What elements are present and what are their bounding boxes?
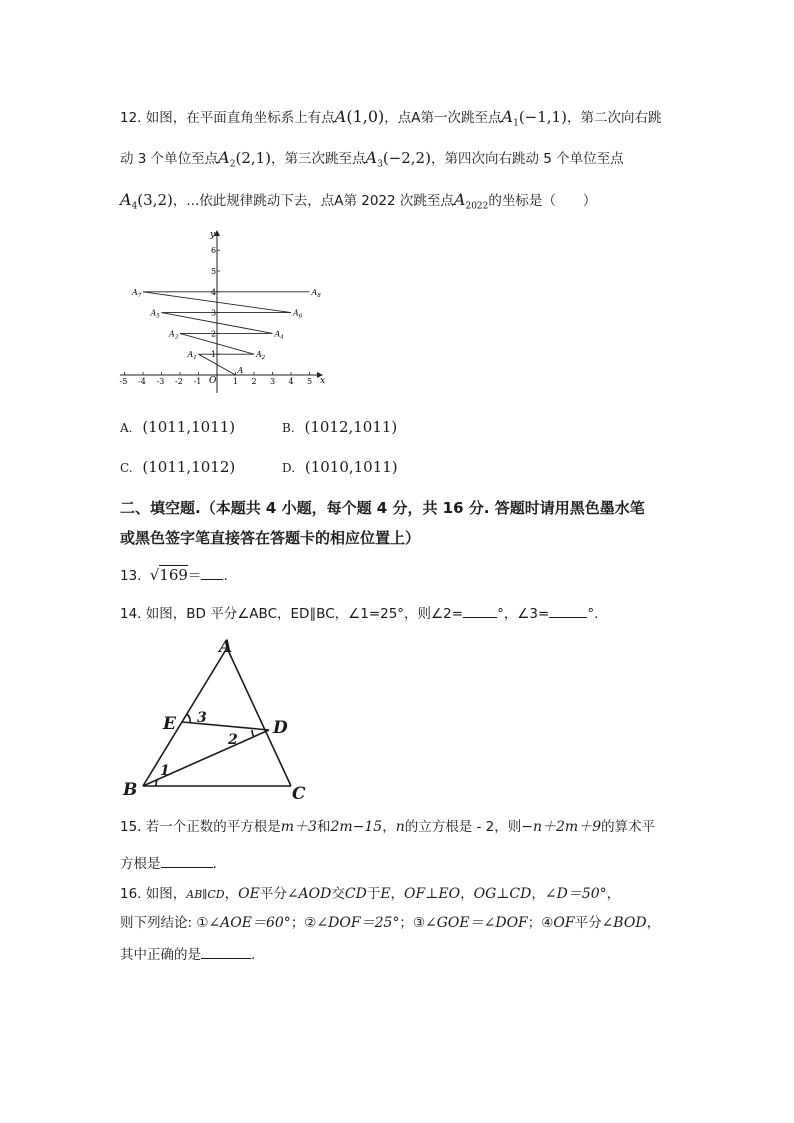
label-c: C xyxy=(292,784,306,804)
angle1-label: 1 xyxy=(160,763,170,779)
point-label: $A_2$ xyxy=(256,350,266,362)
q16-line1: 16. 如图，AB∥CD，OE平分∠AOD交CD于E，OF⊥EO，OG⊥CD，∠D＝50°， xyxy=(120,886,621,902)
angle3-label: 3 xyxy=(197,710,207,726)
segment-ab xyxy=(143,648,227,786)
section2-heading-line1: 二、填空题.（本题共 4 小题，每个题 4 分，共 16 分. 答题时请用黑色墨水笔 xyxy=(120,499,645,517)
angle1-arc xyxy=(156,780,157,786)
point-label: $A_4$ xyxy=(274,329,284,341)
label-d: D xyxy=(273,718,288,738)
x-tick-label: 2 xyxy=(251,377,257,386)
section2-heading-line2: 或黑色签字笔直接答在答题卡的相应位置上） xyxy=(120,529,421,547)
option-b[interactable]: B. (1012,1011) xyxy=(282,418,398,436)
jump-path xyxy=(143,292,310,375)
x-tick-label: -2 xyxy=(175,377,183,386)
q12-coordinate-graph xyxy=(110,225,340,400)
q12-line2: 动 3 个单位至点$A_2(2,1)$，第三次跳至点$A_3(-2,2)$，第四次向右跳动 5 个单位至点 xyxy=(120,148,624,170)
option-c[interactable]: C. (1011,1012) xyxy=(120,458,236,476)
y-tick-label: 5 xyxy=(211,267,217,276)
y-tick-label: 6 xyxy=(211,246,217,256)
origin-label: O xyxy=(209,376,217,386)
segment-ac xyxy=(227,648,291,786)
label-a: A xyxy=(219,637,233,657)
q14-angle3-blank[interactable] xyxy=(549,603,587,618)
point-label: $A_6$ xyxy=(293,308,303,320)
q14-triangle-figure xyxy=(115,630,325,805)
y-tick-label: 4 xyxy=(211,287,217,297)
q15-answer-blank[interactable] xyxy=(161,853,213,868)
label-e: E xyxy=(163,714,176,734)
point-label: $A_3$ xyxy=(169,329,179,341)
q16-line2: 则下列结论: ①∠AOE＝60°；②∠DOF＝25°；③∠GOE＝∠DOF；④OF平分∠BOD， xyxy=(120,915,661,931)
q12-line1: 12. 如图，在平面直角坐标系上有点A(1,0)，点A第一次跳至点$A_1(-1,1)$，第二次向右跳 xyxy=(120,107,662,129)
angle2-label: 2 xyxy=(228,732,238,748)
label-b: B xyxy=(123,780,138,800)
option-a[interactable]: A. (1011,1011) xyxy=(120,418,236,436)
x-tick-label: 1 xyxy=(233,377,239,386)
point-label: $A_5$ xyxy=(150,308,160,320)
point-label: $A_7$ xyxy=(132,287,142,299)
q12-line3: $A_4(3,2)$，...依此规律跳动下去，点A第 2022 次跳至点$A_{2022}$的坐标是（ ） xyxy=(120,190,597,212)
point-label: A xyxy=(237,366,244,375)
sqrt-symbol: √ xyxy=(149,566,160,584)
x-tick-label: -3 xyxy=(156,377,165,386)
y-axis-label: y xyxy=(210,230,216,240)
y-tick-label: 3 xyxy=(211,308,217,318)
point-label: $A_8$ xyxy=(311,287,321,299)
q13-answer-blank[interactable] xyxy=(201,565,223,580)
q16-line3: 其中正确的是 . xyxy=(120,944,255,965)
q14-text: 14. 如图，BD 平分∠ABC，ED∥BC，∠1=25°，则∠2= °，∠3= °. xyxy=(120,603,598,624)
q13: 13. √169＝ . xyxy=(120,566,228,584)
x-tick-label: -5 xyxy=(119,377,128,386)
angle2-arc xyxy=(252,730,254,737)
y-tick-label: 2 xyxy=(211,329,217,339)
x-tick-label: 5 xyxy=(307,377,313,386)
q14-angle2-blank[interactable] xyxy=(463,603,497,618)
y-tick-label: 1 xyxy=(211,350,217,360)
segment-ed xyxy=(182,722,269,730)
q15-line2: 方根是 . xyxy=(120,853,217,874)
option-d[interactable]: D. (1010,1011) xyxy=(282,458,398,476)
x-tick-label: -4 xyxy=(138,377,146,386)
point-label: $A_1$ xyxy=(187,350,197,362)
point-labels xyxy=(131,288,321,375)
x-axis-label: x xyxy=(320,376,326,386)
q15-line1: 15. 若一个正数的平方根是m＋3和2m−15，n的立方根是 - 2，则−n＋2m＋9的算术平 xyxy=(120,819,656,835)
x-tick-label: 3 xyxy=(270,377,276,386)
x-tick-label: 4 xyxy=(288,377,294,386)
x-tick-label: -1 xyxy=(193,377,202,386)
q16-answer-blank[interactable] xyxy=(201,944,251,959)
angle3-arc xyxy=(187,714,190,723)
